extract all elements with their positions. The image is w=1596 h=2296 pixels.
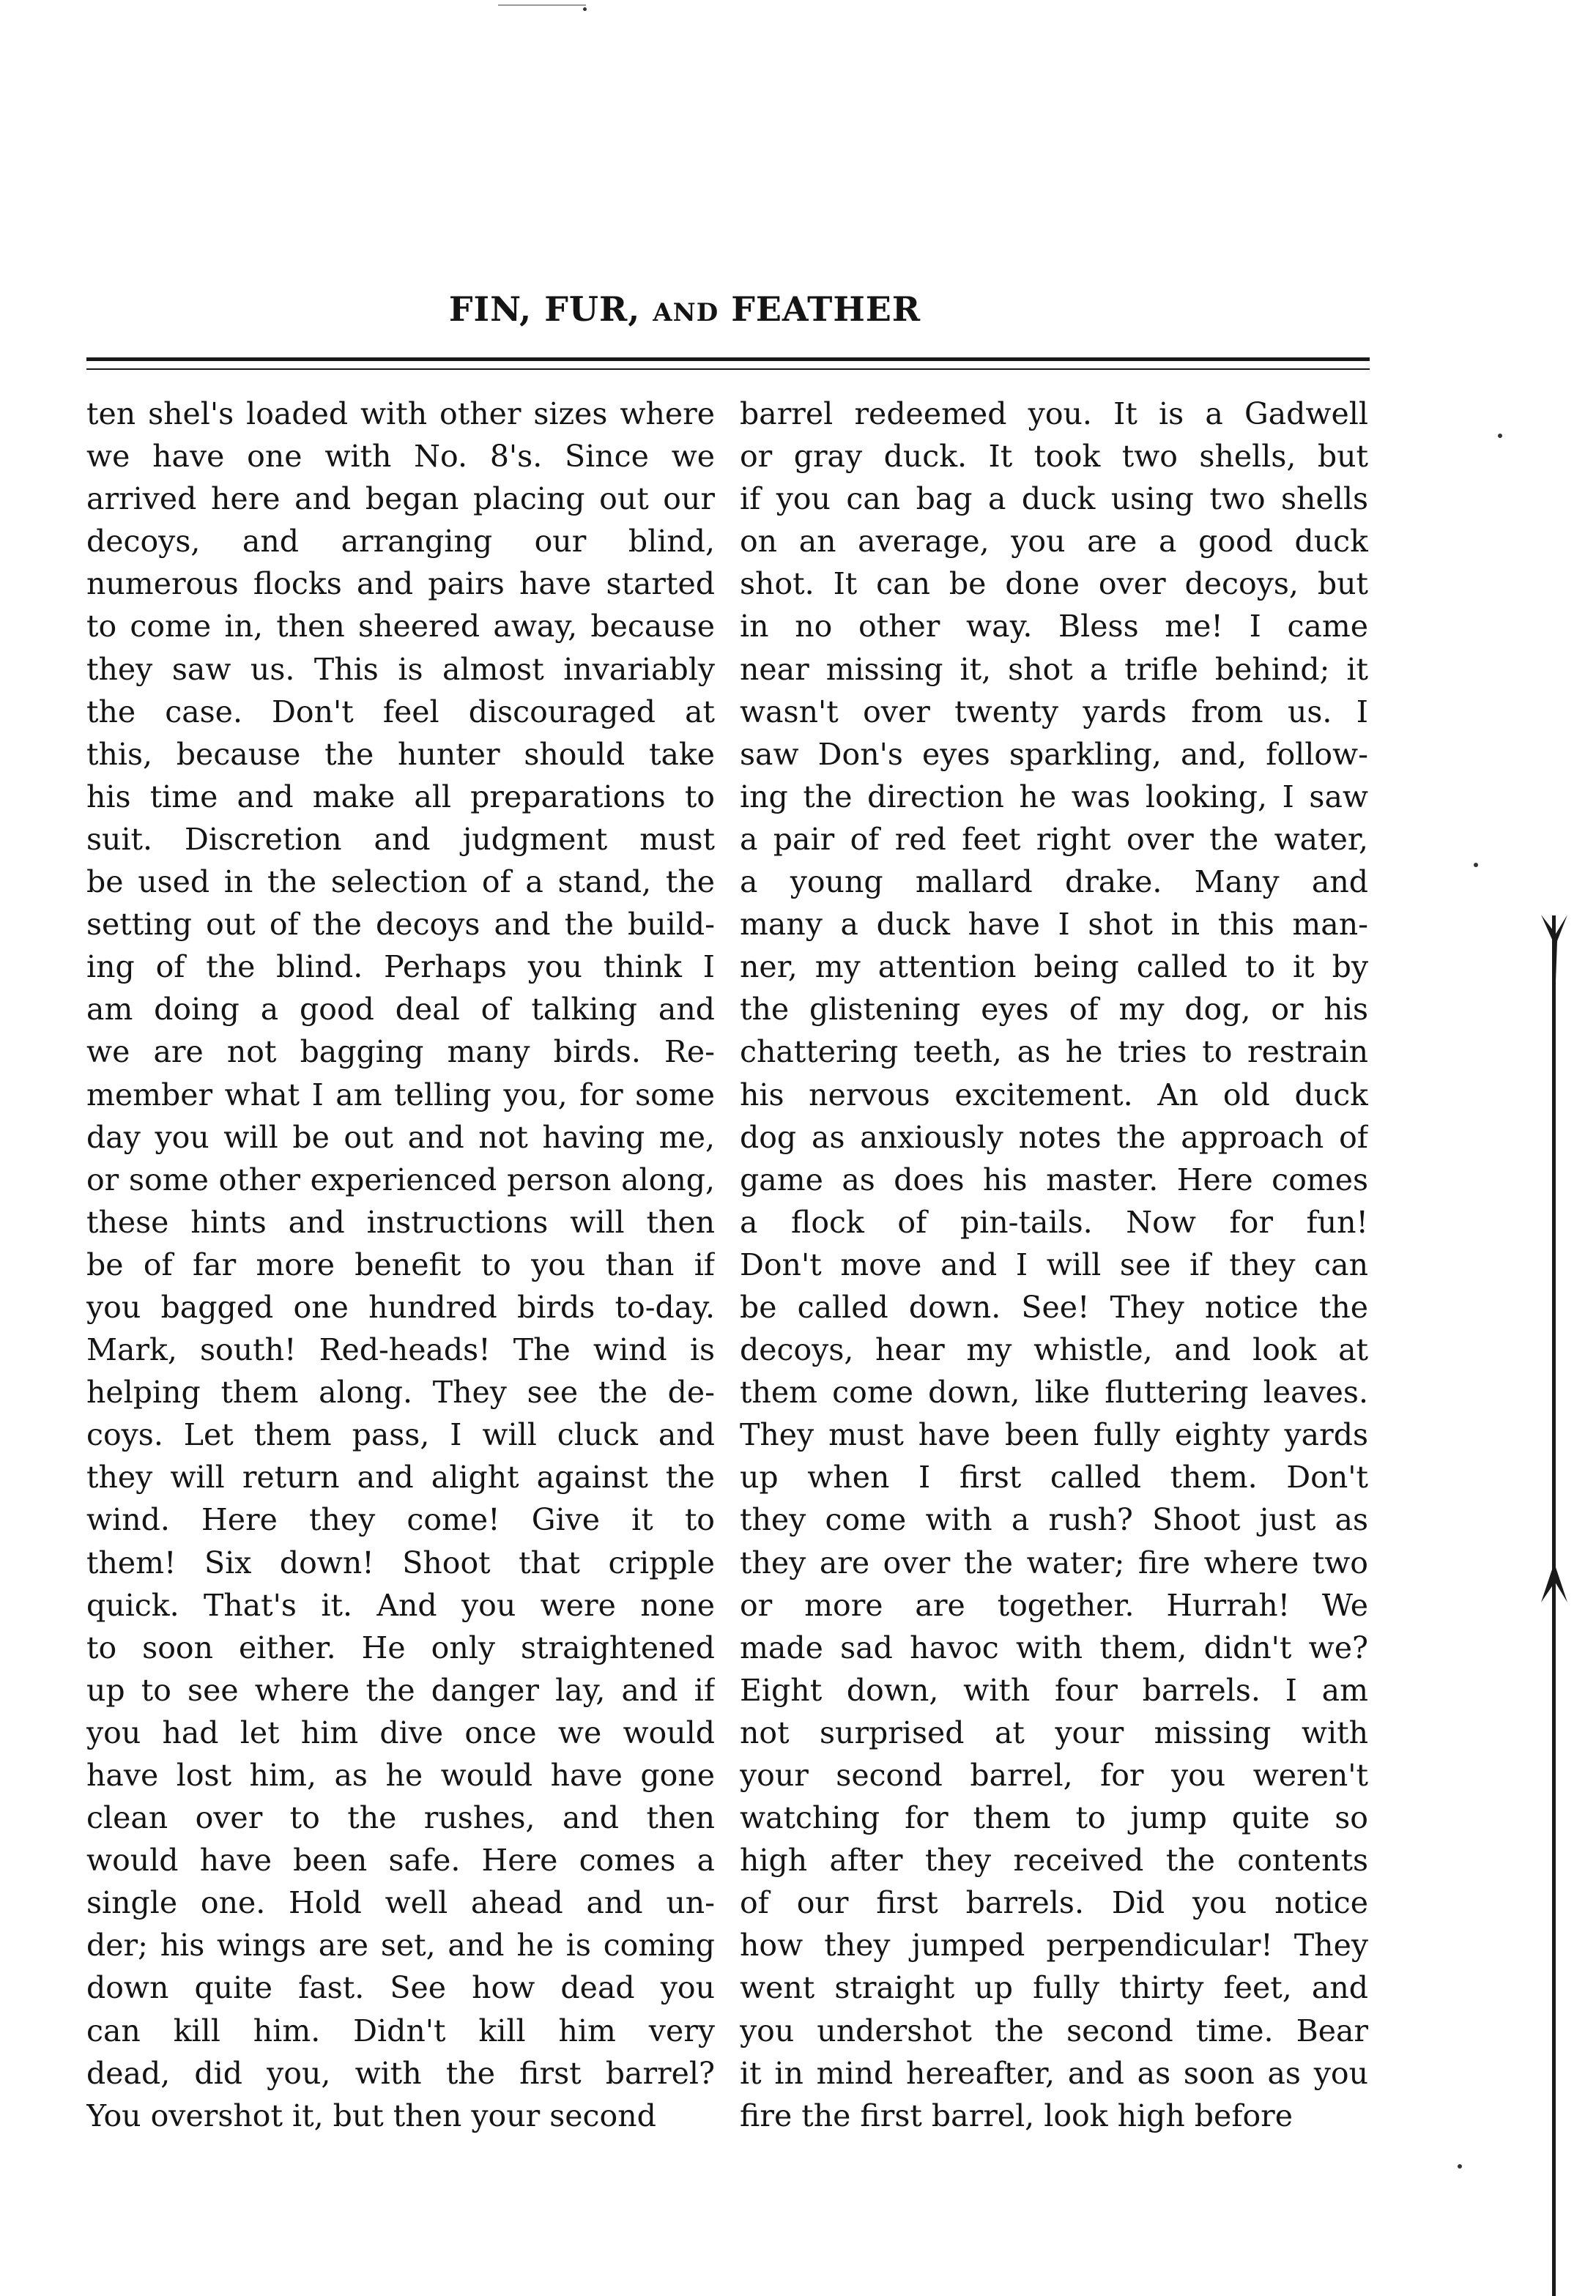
left-column-text-line: numerous flocks and pairs have started xyxy=(86,566,715,602)
scan-speck xyxy=(1498,434,1502,438)
left-column-text-line: you had let him dive once we would xyxy=(86,1714,715,1750)
left-column-text-line: arrived here and began placing out our xyxy=(86,481,715,517)
left-column-text-line: suit. Discretion and judgment must xyxy=(86,821,715,857)
right-column-text-line: your second barrel, for you weren't xyxy=(740,1758,1368,1793)
left-column-text-line: setting out of the decoys and the build- xyxy=(86,907,715,943)
left-column-text-line: up to see where the danger lay, and if xyxy=(86,1672,715,1708)
right-column-text-line: game as does his master. Here comes xyxy=(740,1162,1368,1197)
right-column-text-line: shot. It can be done over decoys, but xyxy=(740,566,1368,602)
left-column-text-line: be of far more benefit to you than if xyxy=(86,1247,715,1282)
right-column-text-line: they come with a rush? Shoot just as xyxy=(740,1502,1368,1538)
right-column-text-line: ing the direction he was looking, I saw xyxy=(740,779,1368,814)
header-title-part-2: AND xyxy=(653,298,719,327)
right-column-text-line: near missing it, shot a trifle behind; it xyxy=(740,651,1368,687)
right-column-text-line: dog as anxiously notes the approach of xyxy=(740,1119,1368,1155)
left-column-text-line: can kill him. Didn't kill him very xyxy=(86,2013,715,2048)
left-column-text-line: single one. Hold well ahead and un- xyxy=(86,1885,715,1921)
right-column-text-line: in no other way. Bless me! I came xyxy=(740,609,1368,644)
left-column-text-line: am doing a good deal of talking and xyxy=(86,992,715,1028)
left-column-text-line: helping them along. They see the de- xyxy=(86,1375,715,1411)
right-column-text-line: them come down, like fluttering leaves. xyxy=(740,1375,1368,1411)
left-column-text-line: have lost him, as he would have gone xyxy=(86,1758,715,1793)
right-column-text-line: the glistening eyes of my dog, or his xyxy=(740,992,1368,1028)
right-column-text-line: on an average, you are a good duck xyxy=(740,524,1368,560)
header-title-part-1: FIN, FUR, xyxy=(448,289,641,329)
left-column-text-line: coys. Let them pass, I will cluck and xyxy=(86,1417,715,1453)
left-column-text-line: member what I am telling you, for some xyxy=(86,1077,715,1112)
right-column-text-line: of our first barrels. Did you notice xyxy=(740,1885,1368,1921)
right-column-text-line: watching for them to jump quite so xyxy=(740,1800,1368,1836)
right-column-text-line: up when I first called them. Don't xyxy=(740,1460,1368,1496)
page-edge-mark xyxy=(1540,912,1569,1022)
left-column-text-line: his time and make all preparations to xyxy=(86,779,715,814)
right-column-text-line: saw Don's eyes sparkling, and, follow- xyxy=(740,736,1368,772)
scan-speck xyxy=(1474,863,1478,867)
header-title-part-3: FEATHER xyxy=(731,289,921,329)
left-column-text-line: they will return and alight against the xyxy=(86,1460,715,1496)
right-column-text-line: they are over the water; fire where two xyxy=(740,1545,1368,1580)
right-column-text-line: a flock of pin-tails. Now for fun! xyxy=(740,1204,1368,1240)
left-column-text-line: to soon either. He only straightened xyxy=(86,1630,715,1665)
right-column-text-line: you undershot the second time. Bear xyxy=(740,2013,1368,2048)
left-column-text-line: they saw us. This is almost invariably xyxy=(86,651,715,687)
right-column-text-line: not surprised at your missing with xyxy=(740,1714,1368,1750)
left-column-text-line: this, because the hunter should take xyxy=(86,736,715,772)
page-edge-line xyxy=(1552,915,1556,2296)
left-column-text-line: be used in the selection of a stand, the xyxy=(86,864,715,900)
right-column-text-line: barrel redeemed you. It is a Gadwell xyxy=(740,396,1368,431)
right-column-text-line: Eight down, with four barrels. I am xyxy=(740,1672,1368,1708)
right-column-text-line: made sad havoc with them, didn't we? xyxy=(740,1630,1368,1665)
left-column-text-line: these hints and instructions will then xyxy=(86,1204,715,1240)
header-rule-thick xyxy=(86,357,1370,361)
right-column-text-line: ner, my attention being called to it by xyxy=(740,949,1368,985)
left-column-text-line: them! Six down! Shoot that cripple xyxy=(86,1545,715,1580)
left-column-text-line: wind. Here they come! Give it to xyxy=(86,1502,715,1538)
left-column-text-line: ten shel's loaded with other sizes where xyxy=(86,396,715,431)
left-column-text-line: quick. That's it. And you were none xyxy=(86,1587,715,1623)
right-column-text-line: went straight up fully thirty feet, and xyxy=(740,1970,1368,2006)
right-column-text-line: fire the first barrel, look high before xyxy=(740,2098,1293,2133)
right-column-text-line: wasn't over twenty yards from us. I xyxy=(740,694,1368,729)
running-header xyxy=(0,289,1370,329)
left-text-column xyxy=(86,393,715,2137)
left-column-text-line: dead, did you, with the first barrel? xyxy=(86,2055,715,2091)
right-text-column xyxy=(740,393,1368,2137)
right-column-text-line: or more are together. Hurrah! We xyxy=(740,1587,1368,1623)
right-column-text-line: it in mind hereafter, and as soon as you xyxy=(740,2055,1368,2091)
right-column-text-line: a pair of red feet right over the water, xyxy=(740,821,1368,857)
scan-speck xyxy=(1458,2164,1462,2169)
top-edge-dot xyxy=(583,7,587,11)
header-rule-thin xyxy=(86,368,1370,370)
right-column-text-line: or gray duck. It took two shells, but xyxy=(740,439,1368,475)
left-column-text-line: clean over to the rushes, and then xyxy=(86,1800,715,1836)
right-column-text-line: be called down. See! They notice the xyxy=(740,1289,1368,1325)
right-column-text-line: high after they received the contents xyxy=(740,1843,1368,1879)
left-column-text-line: You overshot it, but then your second xyxy=(86,2098,656,2133)
top-edge-mark xyxy=(498,4,586,6)
left-column-text-line: you bagged one hundred birds to-day. xyxy=(86,1289,715,1325)
right-column-text-line: They must have been fully eighty yards xyxy=(740,1417,1368,1453)
left-column-text-line: we have one with No. 8's. Since we xyxy=(86,439,715,475)
left-column-text-line: der; his wings are set, and he is coming xyxy=(86,1928,715,1964)
right-column-text-line: chattering teeth, as he tries to restrain xyxy=(740,1034,1368,1070)
left-column-text-line: day you will be out and not having me, xyxy=(86,1119,715,1155)
right-column-text-line: many a duck have I shot in this man- xyxy=(740,907,1368,943)
right-column-text-line: Don't move and I will see if they can xyxy=(740,1247,1368,1282)
left-column-text-line: or some other experienced person along, xyxy=(86,1162,715,1197)
left-column-text-line: to come in, then sheered away, because xyxy=(86,609,715,644)
right-column-text-line: how they jumped perpendicular! They xyxy=(740,1928,1368,1964)
right-column-text-line: if you can bag a duck using two shells xyxy=(740,481,1368,517)
left-column-text-line: the case. Don't feel discouraged at xyxy=(86,694,715,729)
left-column-text-line: decoys, and arranging our blind, xyxy=(86,524,715,560)
right-column-text-line: a young mallard drake. Many and xyxy=(740,864,1368,900)
left-column-text-line: down quite fast. See how dead you xyxy=(86,1970,715,2006)
left-column-text-line: would have been safe. Here comes a xyxy=(86,1843,715,1879)
right-column-text-line: decoys, hear my whistle, and look at xyxy=(740,1332,1368,1368)
page-edge-mark xyxy=(1540,1523,1569,1604)
left-column-text-line: we are not bagging many birds. Re- xyxy=(86,1034,715,1070)
left-column-text-line: ing of the blind. Perhaps you think I xyxy=(86,949,715,985)
left-column-text-line: Mark, south! Red-heads! The wind is xyxy=(86,1332,715,1368)
right-column-text-line: his nervous excitement. An old duck xyxy=(740,1077,1368,1112)
